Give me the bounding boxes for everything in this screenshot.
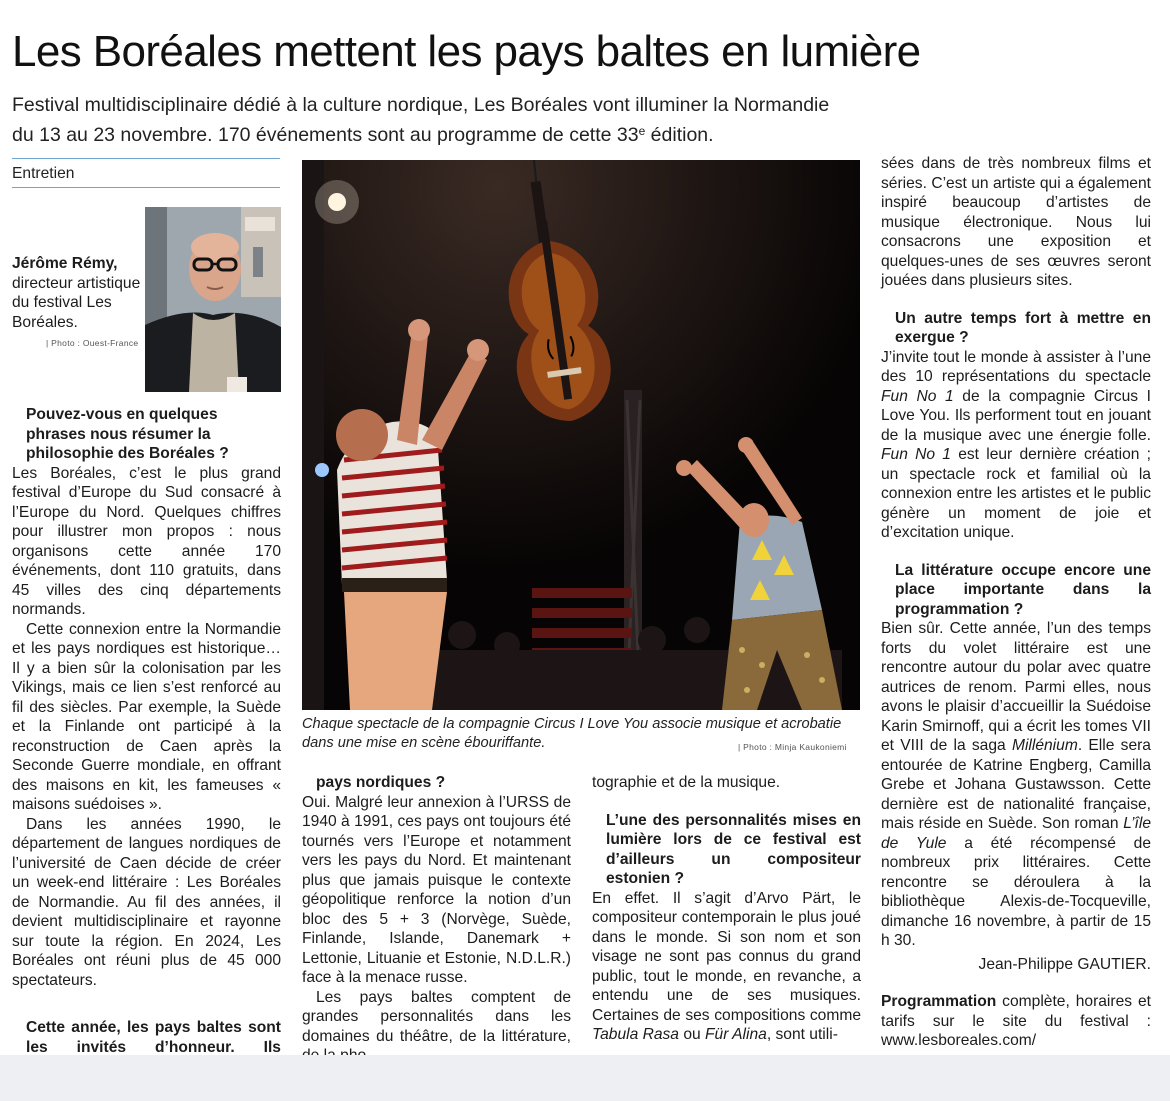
- answer-1-paragraph-1: Les Boréales, c’est le plus grand festival d’Europe du Sud consacré à l’Europe du Nord. Quelques chiffres pour illustrer mon propos : nous organisons cette année 170 événements, dont 110 gratuits, dans 45 villes des cinq départements normands.: [12, 464, 281, 618]
- interviewee-name: Jérôme Rémy,: [12, 255, 118, 272]
- text-run: J’invite tout le monde à assister à l’une des 10 représentations du spectacle: [881, 348, 1151, 385]
- answer-5-paragraph-1: [881, 619, 1151, 951]
- answer-4-paragraph-1: [881, 348, 1151, 543]
- saga-title-millenium: Millénium: [1011, 737, 1078, 754]
- photo-caption: Chaque spectacle de la compagnie Circus I Love You associe musique et acrobatie dans une mise en scène ébouriffante.: [302, 716, 842, 751]
- interviewee-role: directeur artistique du festival Les Boréales.: [12, 274, 141, 331]
- column-3: [592, 773, 861, 1045]
- text-run: a été récompensé de nombreux prix littéraires. Cette rencontre se déroulera à la bibliothèque Alexis-de-Tocqueville, dimanche 16 novembre, à partir de 15 h 30.: [881, 834, 1151, 949]
- text-run: Bien sûr. Cette année, l’un des temps forts du volet littéraire est une rencontre autour du polar avec quatre autrices de renom. Parmi elles, nous avons le plaisir d’accueillir la Suédoise Karin Smirnoff, qui a écrit les tomes VII et VIII de la saga: [881, 620, 1151, 754]
- question-1: Pouvez-vous en quelques phrases nous résumer la philosophie des Boréales ?: [26, 406, 229, 462]
- answer-2-paragraph-2: Les pays baltes comptent de grandes personnalités dans les domaines du théâtre, de la littérature,: [302, 988, 571, 1045]
- portrait-photo: [145, 207, 281, 392]
- standfirst-line-2-end: édition.: [645, 124, 714, 146]
- answer-2-paragraph-2-end: tographie et de la musique.: [592, 774, 781, 791]
- answer-2-paragraph-1: Oui. Malgré leur annexion à l’URSS de 1940 à 1991, ces pays ont toujours été tournés vers l’Europe et notamment vers les pays du Nord. Et maintenant plus que jamais puisque le contexte géopolitique renforce la notion d’un bloc des 5 + 3 (Norvège, Suède, Finlande, Islande, Danemark + Lettonie, Lituanie et Estonie, N.D.L.R.) face à la menace russe.: [302, 793, 571, 986]
- standfirst-line-1: Festival multidisciplinaire dédié à la culture nordique, Les Boréales vont illuminer la Normandie: [12, 94, 830, 116]
- text-run: ou: [678, 1026, 705, 1043]
- novel-title-ile-de-yule: L’île de Yule: [881, 815, 1151, 852]
- question-3: L’une des personnalités mises en lumière lors de ce festival est d’ailleurs un compositeur estonien ?: [606, 811, 861, 887]
- standfirst: [12, 92, 992, 148]
- work-title-fur-alina: Für Alina: [705, 1026, 767, 1043]
- programme-details: complète, horaires et tarifs sur le site du festival : www.lesboreales.com/: [881, 993, 1151, 1049]
- show-title-fun-no-1: Fun No 1: [881, 387, 954, 405]
- programme-note: [881, 992, 1151, 1051]
- answer-3-paragraph-1: [592, 889, 861, 1045]
- answer-1-paragraph-2: Cette connexion entre la Normandie et les pays nordiques est historique… Il y a bien sûr la colonisation par les Vikings, mais ce lien s’est renforcé au fil des siècles. Par exemple, la Suède et la Finlande ont participé à la reconstruction de Caen après la Seconde Guerre mondiale, en offrant des maisons en kit, les fameuses « maisons suédoises ».: [12, 620, 281, 813]
- photo-credit: | Photo : Minja Kaukoniemi: [738, 742, 847, 752]
- text-run: . Elle sera entourée de Katrine Engberg, Camilla Grebe et Johana Gustawsson. Cette dernière est de nationalité française, mais réside en Suède. Son roman: [881, 737, 1151, 832]
- text-run: de la compagnie Circus I Love You. Ils performent tout en jouant de la musique avec une énergie folle.: [881, 387, 1151, 444]
- portrait-illustration: [145, 207, 281, 392]
- answer-1-paragraph-3: Dans les années 1990, le département de langues nordiques de l’université de Caen décide de créer un week-end littéraire : Les Boréales de Normandie. Au fil des années, il devient multidisciplinaire et rayonne sur toute la région. En 2024, Les Boréales ont réuni plus de 45 000 spectateurs.: [12, 815, 281, 989]
- standfirst-line-2: du 13 au 23 novembre. 170 événements sont au programme de cette 33: [12, 124, 639, 146]
- text-run: , sont utili-: [766, 1026, 838, 1043]
- answer-3-paragraph-1-end: sées dans de très nombreux films et séries. C’est un artiste qui a également inspiré beaucoup d’artistes de musique électronique. Nous lui consacrons une exposition et quelques-unes de ses œuvres seront jouées dans plusieurs sites.: [881, 155, 1151, 289]
- stage-photo: [302, 160, 860, 710]
- circus-performance-illustration: [302, 160, 860, 710]
- question-2-end: pays nordiques ?: [316, 774, 446, 791]
- portrait-credit: | Photo : Ouest-France: [46, 338, 139, 348]
- column-4: [881, 154, 1151, 1051]
- column-1: [12, 405, 281, 1096]
- column-2: [302, 773, 571, 1066]
- work-title-tabula-rasa: Tabula Rasa: [592, 1026, 679, 1043]
- programme-label: Programmation: [881, 993, 997, 1010]
- question-5: La littérature occupe encore une place importante dans la programmation ?: [895, 561, 1151, 618]
- show-title-fun-no-1: Fun No 1: [881, 446, 951, 463]
- question-4: Un autre temps fort à mettre en exergue ?: [895, 309, 1151, 346]
- question-2: Cette année, les pays baltes sont les invités d’honneur. Ils: [26, 1019, 281, 1056]
- text-run: est leur dernière création ; un spectacle rock et familial où la connexion entre les artistes et le public génère un moment de joie et d’excitation unique.: [881, 446, 1151, 541]
- portrait-caption: [12, 254, 142, 332]
- author-signature: Jean-Philippe GAUTIER.: [978, 955, 1151, 973]
- headline: Les Boréales mettent les pays baltes en lumière: [12, 27, 921, 76]
- text-run: En effet. Il s’agit d’Arvo Pärt, le compositeur contemporain le plus joué dans le monde. Si son nom et son visage ne sont pas connus du grand public, tout le monde, en revanche, a entendu une de ses musiques. Certaines de ses compositions comme: [592, 889, 861, 1024]
- edition-superscript: e: [638, 124, 646, 138]
- page-bottom-band: [0, 1055, 1170, 1101]
- section-label: Entretien: [12, 158, 280, 188]
